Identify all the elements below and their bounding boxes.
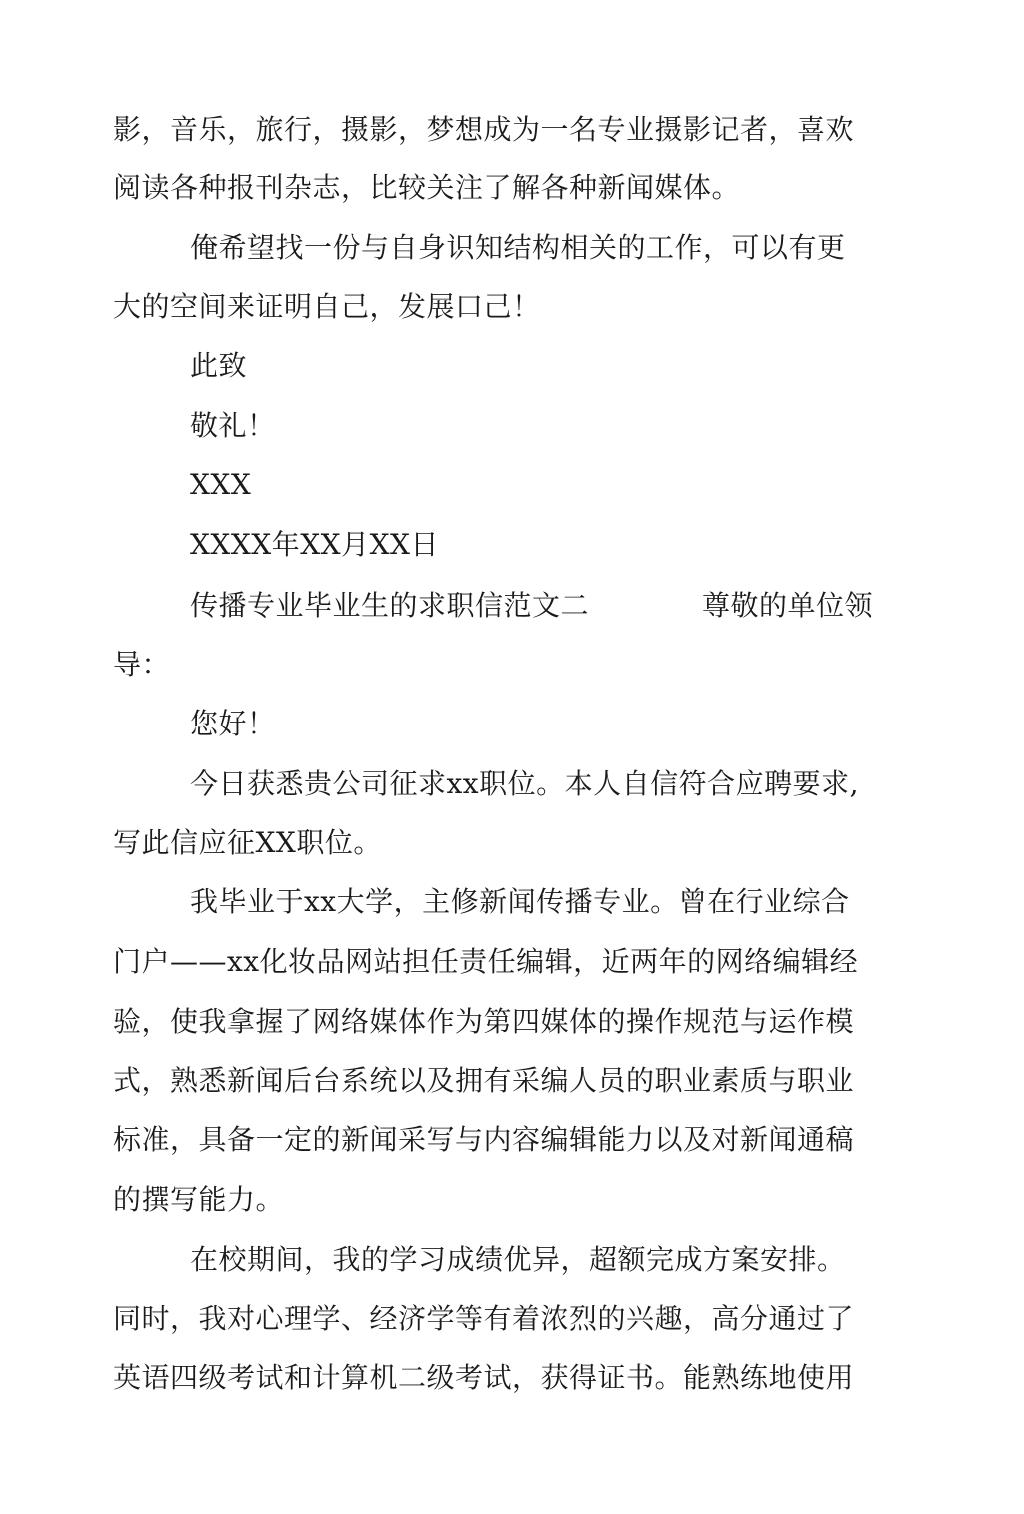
- text-line: 式，熟悉新闻后台系统以及拥有采编人员的职业素质与职业: [113, 1064, 855, 1097]
- text-line: 今日获悉贵公司征求xx职位。本人自信符合应聘要求,: [190, 767, 859, 800]
- text-line: 同时，我对心理学、经济学等有着浓烈的兴趣，高分通过了: [113, 1302, 855, 1335]
- text-line: 英语四级考试和计算机二级考试，获得证书。能熟练地使用: [113, 1361, 855, 1394]
- text-line: 的撰写能力。: [113, 1183, 285, 1216]
- greeting-start: 尊敬的单位领: [702, 589, 874, 622]
- text-line: 大的空间来证明自己，发展口己！: [113, 290, 541, 323]
- text-line: 在校期间，我的学习成绩优异，超额完成方案安排。: [190, 1243, 846, 1276]
- signature-date: XXXX年XX月XX日: [190, 528, 439, 561]
- greeting-hello: 您好！: [190, 707, 276, 740]
- text-line: 标准，具备一定的新闻采写与内容编辑能力以及对新闻通稿: [113, 1123, 855, 1156]
- signature-name: XXX: [190, 468, 252, 501]
- text-line: 我毕业于xx大学，主修新闻传播专业。曾在行业综合: [190, 885, 850, 918]
- section-title: 传播专业毕业生的求职信范文二: [190, 589, 590, 622]
- text-line: 门户——xx化妆品网站担任责任编辑，近两年的网络编辑经: [113, 945, 859, 978]
- closing-salutation: 此致: [190, 349, 248, 382]
- greeting-end: 导：: [113, 648, 171, 681]
- text-line: 阅读各种报刊杂志，比较关注了解各种新闻媒体。: [113, 171, 741, 204]
- text-line: 写此信应征XX职位。: [113, 826, 382, 859]
- text-line: 验，使我拿握了网络媒体作为第四媒体的操作规范与运作模: [113, 1005, 855, 1038]
- closing-regards: 敬礼！: [190, 409, 276, 442]
- text-line: 俺希望找一份与自身识知结构相关的工作，可以有更: [190, 231, 846, 264]
- text-line: 影，音乐，旅行，摄影，梦想成为一名专业摄影记者，喜欢: [113, 113, 855, 146]
